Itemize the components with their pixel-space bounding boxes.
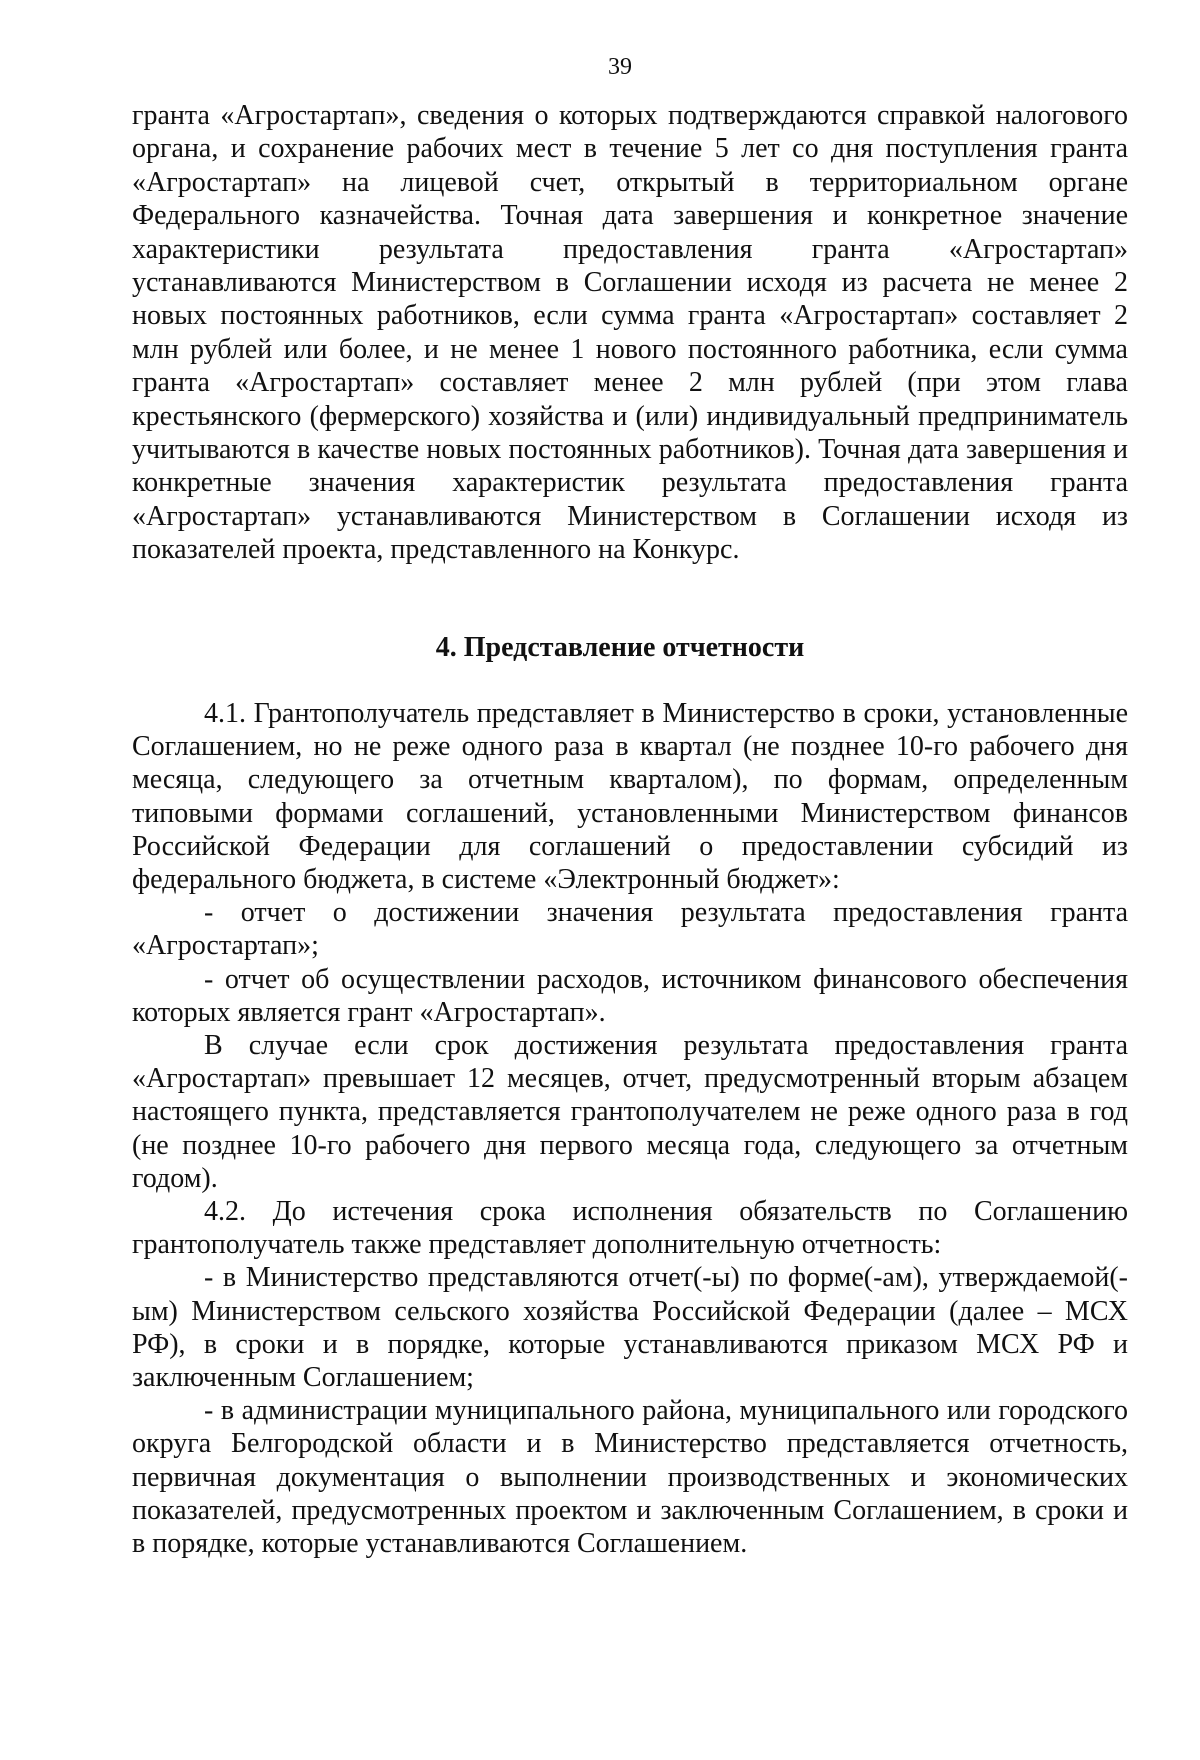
- continuation-paragraph: гранта «Агростартап», сведения о которых подтверждаются справкой налогового органа, и сохранение рабочих мест в течение 5 лет со дня поступления гранта «Агростартап» на лицевой счет, открытый в территориальном органе Федерального казначейства. Точная дата завершения и конкретное значение характеристики результата предоставления гранта «Агростартап» устанавливаются Министерством в Соглашении исходя из расчета не менее 2 новых постоянных работников, если сумма гранта «Агростартап» составляет 2 млн рублей или более, и не менее 1 нового постоянного работника, если сумма гранта «Агростартап» составляет менее 2 млн рублей (при этом глава крестьянского (фермерского) хозяйства и (или) индивидуальный предприниматель учитываются в качестве новых постоянных работников). Точная дата завершения и конкретные значения характеристик результата предоставления гранта «Агростартап» устанавливаются Министерством в Соглашении исходя из показателей проекта, представленного на Конкурс.: [132, 100, 1128, 566]
- section-heading: 4. Представление отчетности: [435, 632, 805, 663]
- page-number: 39: [608, 54, 632, 80]
- list-item-report-expenses: - отчет об осуществлении расходов, источником финансового обеспечения которых является грант «Агростартап».: [132, 963, 1128, 1028]
- continuation-text: [132, 99, 1128, 567]
- paragraph-annual-report: В случае если срок достижения результата предоставления гранта «Агростартап» превышает 12 месяцев, отчет, предусмотренный вторым абзацем настоящего пункта, представляется грантополучателем не реже одного раза в год (не позднее 10-го рабочего дня первого месяца года, следующего за отчетным годом).: [132, 1030, 1128, 1194]
- paragraph-4-1: 4.1. Грантополучатель представляет в Министерство в сроки, установленные Соглашением, но не реже одного раза в квартал (не позднее 10-го рабочего дня месяца, следующего за отчетным кварталом), по формам, определенным типовыми формами соглашений, установленными Министерством финансов Российской Федерации для соглашений о предоставлении субсидий из федерального бюджета, в системе «Электронный бюджет»:: [132, 698, 1128, 896]
- list-item-municipal-reports: - в администрации муниципального района, муниципального или городского округа Белгородской области и в Министерство представляется отчетность, первичная документация о выполнении производственных и экономических показателей, предусмотренных проектом и заключенным Соглашением, в сроки и в порядке, которые устанавливаются Соглашением.: [132, 1395, 1128, 1560]
- section-body: [132, 697, 1128, 1560]
- list-item-report-result: - отчет о достижении значения результата предоставления гранта «Агростартап»;: [132, 897, 1128, 962]
- list-item-ministry-reports: - в Министерство представляются отчет(-ы) по форме(-ам), утверждаемой(-ым) Министерством сельского хозяйства Российской Федерации (далее – МСХ РФ), в сроки и в порядке, которые устанавливаются приказом МСХ РФ и заключенным Соглашением;: [132, 1262, 1128, 1394]
- paragraph-4-2: 4.2. До истечения срока исполнения обязательств по Соглашению грантополучатель также представляет дополнительную отчетность:: [132, 1196, 1128, 1261]
